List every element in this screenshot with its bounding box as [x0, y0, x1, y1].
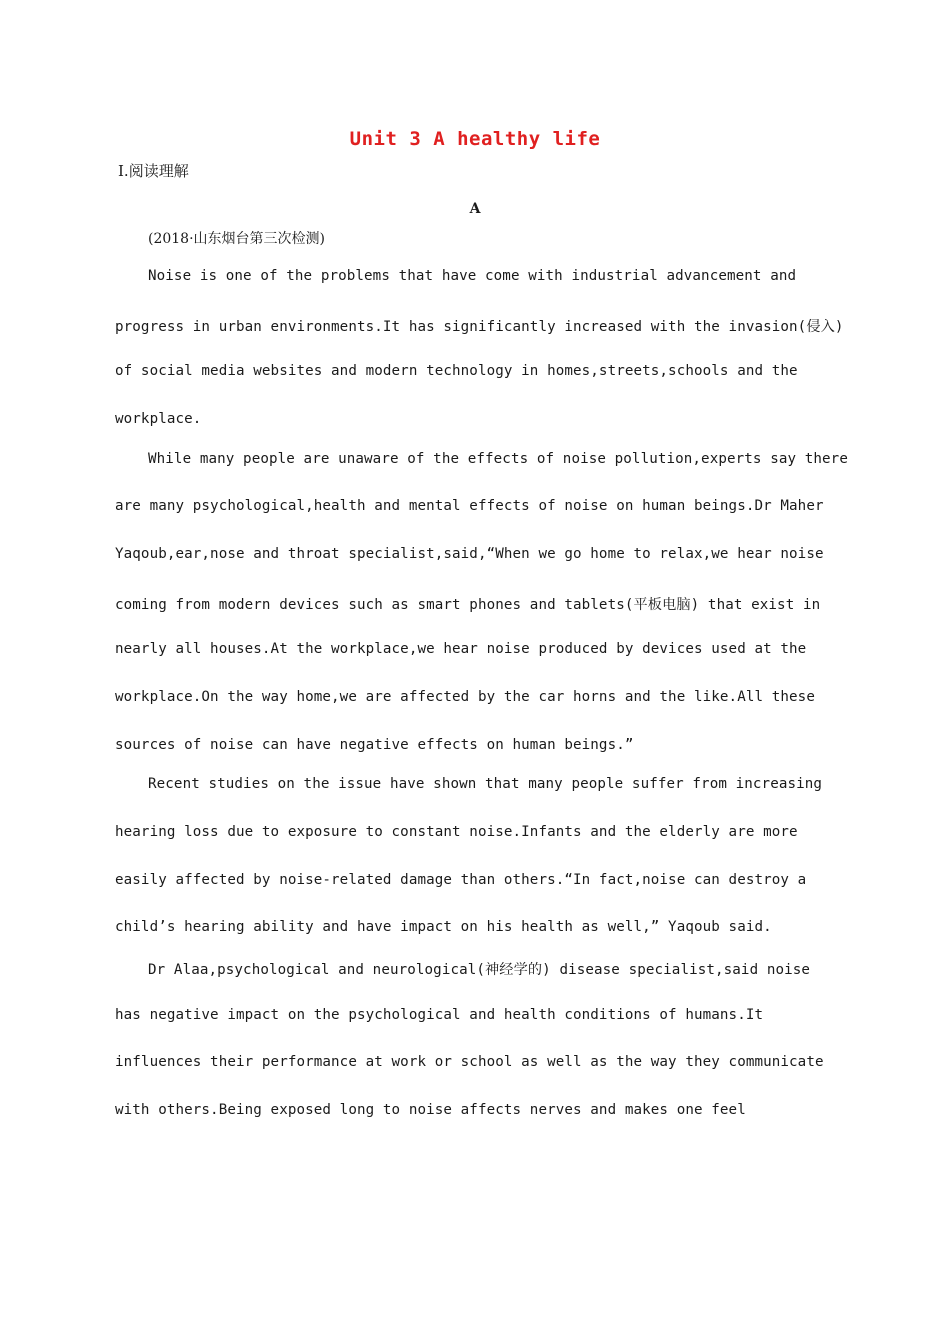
text-line: influences their performance at work or school as well as the way they communicate	[115, 1054, 824, 1070]
page-title: Unit 3 A healthy life	[349, 128, 601, 150]
text-line: While many people are unaware of the effects of noise pollution,experts say there	[148, 451, 848, 467]
text-line: nearly all houses.At the workplace,we hear noise produced by devices used at the	[115, 641, 807, 657]
text-line: Recent studies on the issue have shown that many people suffer from increasing	[148, 776, 823, 792]
text-line: child’s hearing ability and have impact on his health as well,” Yaqoub said.	[115, 919, 772, 935]
text-line: with others.Being exposed long to noise affects nerves and makes one feel	[115, 1102, 746, 1118]
text-line: Noise is one of the problems that have come with industrial advancement and	[148, 268, 797, 284]
text-line: Yaqoub,ear,nose and throat specialist,said,“When we go home to relax,we hear noise	[115, 546, 824, 562]
text-line: easily affected by noise-related damage than others.“In fact,noise can destroy a	[115, 872, 807, 888]
text-line: has negative impact on the psychological and health conditions of humans.It	[115, 1007, 764, 1023]
text-line: are many psychological,health and mental effects of noise on human beings.Dr Maher	[115, 498, 824, 514]
text-line: of social media websites and modern technology in homes,streets,schools and the	[115, 363, 798, 379]
source-note: (2018·山东烟台第三次检测)	[148, 231, 326, 247]
text-line: workplace.	[115, 411, 202, 427]
text-line: hearing loss due to exposure to constant noise.Infants and the elderly are more	[115, 824, 798, 840]
text-line: Dr Alaa,psychological and neurological(神经学的) disease specialist,said noise	[148, 962, 811, 978]
section-heading: Ⅰ.阅读理解	[118, 162, 189, 180]
text-line: coming from modern devices such as smart phones and tablets(平板电脑) that exist in	[115, 597, 821, 613]
text-line: progress in urban environments.It has significantly increased with the invasion(侵入)	[115, 319, 844, 335]
passage-label: A	[469, 201, 481, 217]
text-line: workplace.On the way home,we are affected by the car horns and the like.All these	[115, 689, 815, 705]
text-line: sources of noise can have negative effects on human beings.”	[115, 737, 634, 753]
